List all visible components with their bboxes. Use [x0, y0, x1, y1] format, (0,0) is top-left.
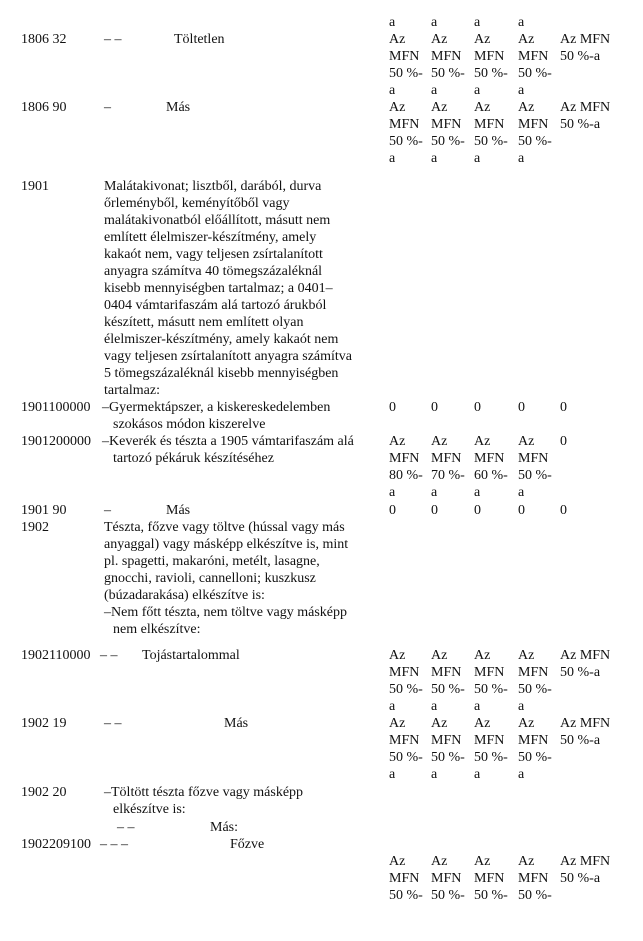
rate-cell: a: [474, 699, 481, 714]
description: Főzve: [230, 837, 265, 852]
rate-cell: MFN: [474, 871, 505, 886]
rate-cell: a: [389, 767, 396, 782]
tariff-code: 1806 32: [21, 32, 67, 47]
rate-cell: MFN: [431, 871, 462, 886]
description-line: –Gyermektápszer, a kiskereskedelemben: [102, 400, 331, 415]
description-line: Tészta, főzve vagy töltve (hússal vagy más: [104, 520, 345, 535]
rate-cell: a: [474, 15, 481, 30]
rate-cell: MFN: [389, 117, 420, 132]
rate-cell: MFN: [518, 733, 549, 748]
rate-cell: 50 %-: [389, 682, 423, 697]
rate-cell: a: [518, 699, 525, 714]
tariff-code: 1902 20: [21, 785, 67, 800]
description-line: 0404 vámtarifaszám alá tartozó árukból: [104, 298, 327, 313]
rate-cell: Az: [518, 32, 535, 47]
rate-cell: 0: [474, 503, 481, 518]
description-line: őrleményből, keményítőből vagy: [104, 196, 290, 211]
description-line: elkészítve is:: [113, 802, 186, 817]
description-line: –Töltött tészta főzve vagy másképp: [104, 785, 304, 800]
description-line: nem elkészítve:: [113, 622, 201, 637]
tariff-code: 1901 90: [21, 503, 67, 518]
rate-cell: a: [431, 485, 438, 500]
rate-cell: a: [518, 151, 525, 166]
rate-cell: MFN: [431, 733, 462, 748]
description-line: pl. spagetti, makaróni, metélt, lasagne,: [104, 554, 320, 569]
rate-cell: a: [474, 83, 481, 98]
description-line: szokásos módon kiszerelve: [113, 417, 266, 432]
rate-cell: MFN: [389, 49, 420, 64]
description-line: anyagra számítva 40 tömegszázaléknál: [104, 264, 323, 279]
rate-cell: MFN: [389, 665, 420, 680]
tariff-code: 1901100000: [21, 400, 91, 415]
rate-cell: 50 %-: [474, 134, 508, 149]
rate-cell: 50 %-a: [560, 733, 601, 748]
description-line: tartalmaz:: [104, 383, 160, 398]
rate-cell: 50 %-: [474, 682, 508, 697]
rate-cell: 50 %-: [389, 750, 423, 765]
rate-cell: a: [431, 699, 438, 714]
rate-cell: 50 %-: [518, 468, 552, 483]
rate-cell: a: [474, 767, 481, 782]
rate-cell: Az: [518, 716, 535, 731]
rate-cell: MFN: [474, 49, 505, 64]
rate-cell: a: [431, 151, 438, 166]
rate-cell: 0: [560, 503, 567, 518]
rate-cell: a: [431, 767, 438, 782]
description: Tojástartalommal: [142, 648, 240, 663]
rate-cell: MFN: [474, 665, 505, 680]
dash-marker: – – –: [100, 837, 128, 852]
tariff-code: 1902209100: [21, 837, 91, 852]
rate-cell: a: [431, 83, 438, 98]
rate-cell: 0: [474, 400, 481, 415]
description-line: 5 tömegszázaléknál kisebb mennyiségben: [104, 366, 339, 381]
rate-cell: Az: [474, 716, 491, 731]
description-line: említett élelmiszer-készítmény, amely: [104, 230, 317, 245]
rate-cell: 0: [389, 503, 396, 518]
rate-cell: 0: [560, 400, 567, 415]
rate-cell: a: [389, 485, 396, 500]
rate-cell: Az: [389, 854, 406, 869]
rate-cell: a: [518, 485, 525, 500]
dash-marker: –: [104, 100, 111, 115]
rate-cell: Az: [474, 32, 491, 47]
rate-cell: 50 %-: [518, 888, 552, 903]
rate-cell: Az: [389, 716, 406, 731]
rate-cell: Az: [431, 716, 448, 731]
rate-cell: Az: [389, 100, 406, 115]
tariff-code: 1902: [21, 520, 49, 535]
rate-cell: a: [389, 83, 396, 98]
rate-cell: 50 %-: [518, 750, 552, 765]
rate-cell: 50 %-: [431, 750, 465, 765]
rate-cell: MFN: [431, 665, 462, 680]
rate-cell: Az: [431, 100, 448, 115]
description-line: gnocchi, ravioli, cannelloni; kuszkusz: [104, 571, 316, 586]
rate-cell: Az: [389, 434, 406, 449]
rate-cell: MFN: [431, 117, 462, 132]
description-line: –Nem főtt tészta, nem töltve vagy másképp: [104, 605, 347, 620]
rate-cell: a: [389, 151, 396, 166]
dash-marker: – –: [104, 716, 122, 731]
description-line: vagy teljesen zsírtalanított anyagra számítva: [104, 349, 353, 364]
rate-cell: 80 %-: [389, 468, 423, 483]
description-line: kakaót nem, vagy teljesen zsírtalanított: [104, 247, 323, 262]
rate-cell: MFN: [518, 871, 549, 886]
rate-cell: 50 %-: [389, 888, 423, 903]
rate-cell: Az: [389, 648, 406, 663]
description-line: kisebb mennyiségben tartalmaz; a 0401–: [104, 281, 333, 296]
rate-cell: Az: [431, 32, 448, 47]
description: Más: [224, 716, 249, 731]
description-line: élelmiszer-készítmény, amely kakaót nem: [104, 332, 339, 347]
rate-cell: 50 %-: [389, 66, 423, 81]
rate-cell: Az: [389, 32, 406, 47]
dash-marker: –: [104, 503, 111, 518]
rate-cell: 60 %-: [474, 468, 508, 483]
rate-cell: Az: [474, 648, 491, 663]
rate-cell: Az MFN: [560, 648, 611, 663]
rate-cell: 50 %-: [389, 134, 423, 149]
rate-cell: 0: [389, 400, 396, 415]
dash-marker: – –: [104, 32, 122, 47]
description-line: (búzadarakása) elkészítve is:: [104, 588, 265, 603]
rate-cell: MFN: [389, 451, 420, 466]
description: Más: [166, 503, 191, 518]
tariff-code: 1902 19: [21, 716, 67, 731]
rate-cell: 50 %-: [474, 750, 508, 765]
rate-cell: MFN: [518, 451, 549, 466]
rate-cell: 50 %-a: [560, 117, 601, 132]
rate-cell: Az: [474, 854, 491, 869]
tariff-code: 1901200000: [21, 434, 91, 449]
rate-cell: Az: [431, 854, 448, 869]
rate-cell: a: [474, 151, 481, 166]
rate-cell: Az: [474, 434, 491, 449]
rate-cell: 50 %-: [431, 682, 465, 697]
rate-cell: a: [389, 699, 396, 714]
rate-cell: 50 %-: [518, 134, 552, 149]
rate-cell: a: [518, 767, 525, 782]
rate-cell: MFN: [431, 49, 462, 64]
description-line: Malátakivonat; lisztből, darából, durva: [104, 179, 322, 194]
rate-cell: 50 %-: [474, 66, 508, 81]
description-line: anyaggal) vagy másképp elkészítve is, mint: [104, 537, 349, 552]
rate-cell: 0: [431, 503, 438, 518]
rate-cell: Az MFN: [560, 32, 611, 47]
rate-cell: Az: [518, 434, 535, 449]
tariff-code: 1901: [21, 179, 49, 194]
rate-cell: 70 %-: [431, 468, 465, 483]
rate-cell: MFN: [474, 733, 505, 748]
rate-cell: 50 %-: [474, 888, 508, 903]
rate-cell: MFN: [474, 117, 505, 132]
rate-cell: Az: [431, 648, 448, 663]
description-line: tartozó pékáruk készítéséhez: [113, 451, 274, 466]
rate-cell: Az: [518, 648, 535, 663]
rate-cell: 50 %-: [431, 66, 465, 81]
rate-cell: MFN: [389, 733, 420, 748]
dash-marker: – –: [117, 820, 135, 835]
rate-cell: 50 %-a: [560, 665, 601, 680]
rate-cell: 50 %-: [518, 66, 552, 81]
rate-cell: 50 %-a: [560, 871, 601, 886]
rate-cell: MFN: [518, 49, 549, 64]
description: Más:: [210, 820, 238, 835]
rate-cell: 0: [560, 434, 567, 449]
rate-cell: MFN: [518, 665, 549, 680]
rate-cell: a: [518, 83, 525, 98]
description: Más: [166, 100, 191, 115]
rate-cell: MFN: [389, 871, 420, 886]
description-line: készített, másutt nem említett olyan: [104, 315, 304, 330]
rate-cell: 50 %-a: [560, 49, 601, 64]
rate-cell: Az MFN: [560, 716, 611, 731]
rate-cell: a: [518, 15, 525, 30]
rate-cell: a: [389, 15, 396, 30]
rate-cell: 0: [518, 400, 525, 415]
rate-cell: a: [431, 15, 438, 30]
rate-cell: MFN: [518, 117, 549, 132]
rate-cell: MFN: [474, 451, 505, 466]
description-line: –Keverék és tészta a 1905 vámtarifaszám alá: [102, 434, 354, 449]
description-line: malátakivonatból előállított, másutt nem: [104, 213, 331, 228]
dash-marker: – –: [100, 648, 118, 663]
tariff-code: 1902110000: [21, 648, 91, 663]
rate-cell: Az: [518, 854, 535, 869]
rate-cell: a: [474, 485, 481, 500]
description: Töltetlen: [174, 32, 225, 47]
rate-cell: 0: [518, 503, 525, 518]
rate-cell: Az MFN: [560, 854, 611, 869]
tariff-code: 1806 90: [21, 100, 67, 115]
rate-cell: Az MFN: [560, 100, 611, 115]
rate-cell: MFN: [431, 451, 462, 466]
rate-cell: Az: [474, 100, 491, 115]
rate-cell: 0: [431, 400, 438, 415]
rate-cell: 50 %-: [431, 888, 465, 903]
rate-cell: Az: [431, 434, 448, 449]
rate-cell: Az: [518, 100, 535, 115]
rate-cell: 50 %-: [431, 134, 465, 149]
rate-cell: 50 %-: [518, 682, 552, 697]
